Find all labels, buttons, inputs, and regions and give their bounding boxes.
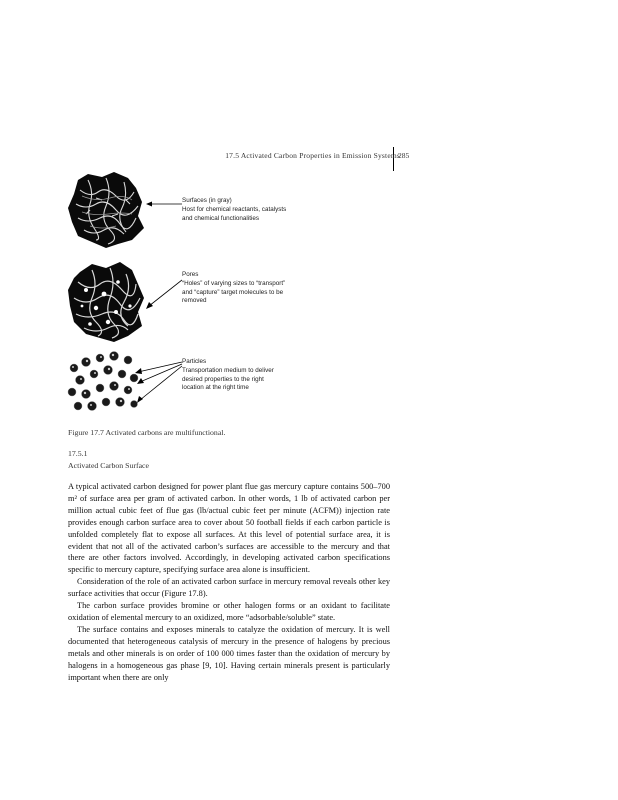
section-number: 17.5.1 bbox=[68, 449, 88, 458]
figure-17-7 bbox=[64, 168, 364, 428]
running-head: 17.5 Activated Carbon Properties in Emission Systems bbox=[225, 151, 400, 160]
surfaces-pointer-arrow bbox=[146, 200, 182, 208]
figure-caption: Figure 17.7 Activated carbons are multifunctional. bbox=[68, 428, 226, 437]
carbon-particles-illustration bbox=[64, 348, 144, 414]
carbon-pores-illustration bbox=[66, 258, 146, 344]
pores-pointer-arrow bbox=[146, 278, 182, 310]
particles-label: Particles Transportation medium to deliver desired properties to the right location at the right time bbox=[182, 358, 274, 392]
carbon-surface-illustration bbox=[66, 170, 146, 250]
paragraph: Consideration of the role of an activated carbon surface in mercury removal reveals other key surface activities that occur (Figure 17.8). bbox=[68, 577, 390, 599]
surfaces-label: Surfaces (in gray) Host for chemical reactants, catalysts and chemical functionalities bbox=[182, 197, 287, 222]
page-number: 285 bbox=[398, 151, 410, 160]
paragraph: The carbon surface provides bromine or other halogen forms or an oxidant to facilitate oxidation of elemental mercury to an oxidized, more “adsorbable/soluble” state. bbox=[68, 601, 390, 622]
paragraph: The surface contains and exposes minerals to catalyze the oxidation of mercury. It is well documented that heterogeneous catalysis of mercury in the presence of halogens by precious metals and other minerals is on order of 100 000 times faster than the oxidation of mercury by halogens in a homogeneous gas phase [9, 10]. Having certain minerals present is particularly important when there are only bbox=[68, 624, 390, 682]
pores-label: Pores “Holes” of varying sizes to “transport” and “capture” target molecules to be removed bbox=[182, 271, 286, 305]
particles-pointer-arrows bbox=[134, 356, 184, 408]
paragraph: A typical activated carbon designed for power plant flue gas mercury capture contains 500–700 m² of surface area per gram of activated carbon. In other words, 1 lb of activated carbon per million actual cubic feet of flue gas (lb/actual cubic feet per minute (ACFM)) injection rate provides enough carbon surface area to cover about 50 football fields if each carbon particle is unfolded completely flat to expose all surfaces. At this level of potential surface area, it is evident that not all of the activated carbon’s surfaces are accessible to the mercury and that there are other factors involved. Accordingly, in developing activated carbon specifications specific to mercury capture, specifying surface area alone is insufficient. bbox=[68, 482, 390, 575]
section-title: Activated Carbon Surface bbox=[68, 461, 149, 470]
body-text bbox=[68, 481, 390, 683]
